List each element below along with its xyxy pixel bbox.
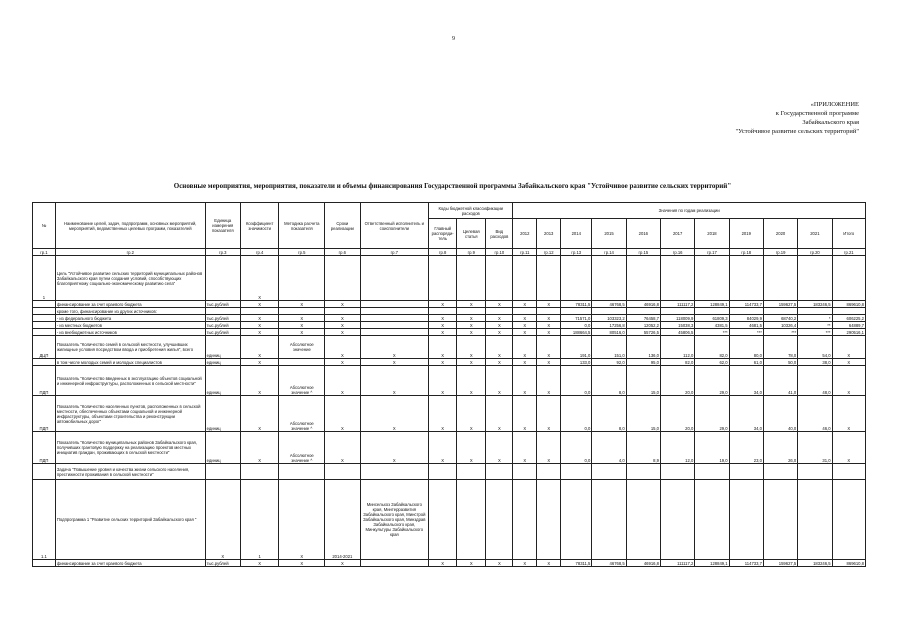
table-row (33, 432, 866, 464)
cell-value: 82,0 (660, 359, 694, 366)
header-year: 2015 (592, 219, 626, 249)
row-name: кроме того, финансирование из других источников: (55, 308, 205, 315)
cell-value: ** (798, 322, 832, 329)
table-row (33, 329, 866, 336)
row-unit: X (205, 480, 240, 560)
cell-mark: X (325, 560, 360, 567)
cell-mark: X (537, 366, 561, 396)
header-method: Методика расчета показателя (279, 203, 325, 249)
group-number: гр.8 (429, 249, 457, 256)
cell-mark: X (537, 301, 561, 308)
cell-mark: X (513, 322, 537, 329)
table-row (33, 336, 866, 359)
cell-mark: X (457, 432, 486, 464)
cell-value: 4,0 (592, 432, 626, 464)
cell-value: 183246,5 (798, 560, 832, 567)
cell-value: 46916,8 (626, 301, 660, 308)
cell-value: *** (729, 329, 763, 336)
row-name: Цель "Устойчивое развитие сельских территорий муниципальных районов Забайкальского края путем создания условий, способствующих благоприятному социально-экономическому развитию села" (55, 256, 205, 301)
cell-value: 26,0 (763, 432, 797, 464)
row-name: - из федерального бюджета (55, 315, 205, 322)
cell-value: 159627,5 (763, 560, 797, 567)
row-method: Абсолютное значение ^ (279, 366, 325, 396)
header-year: 2018 (695, 219, 729, 249)
cell-mark: X (325, 315, 360, 322)
group-number: гр.12 (537, 249, 561, 256)
cell-mark: X (537, 396, 561, 432)
cell-value: 41,0 (763, 366, 797, 396)
cell-value: 111117,2 (660, 560, 694, 567)
appendix-line: к Государственной программе (775, 110, 859, 117)
cell-mark: X (429, 322, 457, 329)
group-number: гр.4 (240, 249, 278, 256)
cell-value: 8,9 (626, 432, 660, 464)
row-coef: X (240, 396, 278, 432)
cell-mark: X (240, 560, 278, 567)
cell-mark: X (486, 301, 513, 308)
row-unit: тыс.рублей (205, 329, 240, 336)
cell-mark: X (429, 359, 457, 366)
header-name: Наименование целей, задач, подпрограмм, основных мероприятий, мероприятий, ведомственных целевых программ, показателей (55, 203, 205, 249)
row-method: Абсолютное значение ^ (279, 396, 325, 432)
header-year: 2020 (763, 219, 797, 249)
row-term: 2014-2021 (325, 480, 360, 560)
cell-mark: X (360, 336, 429, 359)
group-number-row (33, 249, 866, 256)
row-unit: единиц (205, 336, 240, 359)
header-year: 2012 (513, 219, 537, 249)
group-number: гр.14 (592, 249, 626, 256)
cell-mark: X (457, 366, 486, 396)
cell-mark: X (279, 315, 325, 322)
cell-mark: X (513, 396, 537, 432)
cell-value: 64889,7 (832, 322, 865, 329)
row-coef: X (240, 432, 278, 464)
cell-value: 46,0 (798, 396, 832, 432)
row-num: ПДП (33, 366, 56, 396)
header-year: 2016 (626, 219, 660, 249)
cell-value: 0,0 (561, 366, 592, 396)
table-row (33, 301, 866, 308)
cell-value: 133,0 (561, 359, 592, 366)
header-year: 2014 (561, 219, 592, 249)
row-name: Показатель "Количество населенных пунктов, расположенных в сельской местности, обеспеченных объектами социальной и инженерной инфраструктуры, объектами строительства и реконструкции автомобильных дорог" (55, 396, 205, 432)
cell-mark: X (457, 322, 486, 329)
header-exp-type: Вид расходов (486, 219, 513, 249)
cell-value: 61,0 (729, 359, 763, 366)
cell-value: 46768,5 (592, 301, 626, 308)
row-name: Подпрограмма 1 "Развитие сельских территорий Забайкальского края " (55, 480, 205, 560)
cell-value: 8,0 (592, 396, 626, 432)
cell-mark: X (429, 315, 457, 322)
cell-mark: X (486, 359, 513, 366)
page-number: 9 (452, 36, 455, 42)
cell-mark: X (457, 560, 486, 567)
cell-value: 128849,1 (695, 560, 729, 567)
appendix-line: «ПРИЛОЖЕНИЕ (810, 101, 859, 108)
row-num: ДЦП (33, 336, 56, 359)
header-num: № (33, 203, 56, 249)
table-row (33, 322, 866, 329)
cell-value: 50,0 (763, 359, 797, 366)
cell-value: 136,0 (626, 336, 660, 359)
cell-value: 112,0 (660, 336, 694, 359)
cell-mark: X (513, 432, 537, 464)
cell-value: 128849,1 (695, 301, 729, 308)
row-num: 1.1 (33, 480, 56, 560)
group-number: гр.13 (561, 249, 592, 256)
cell-value: 82,0 (695, 336, 729, 359)
row-method: Абсолютное значение (279, 336, 325, 359)
cell-value: 34,0 (729, 366, 763, 396)
group-number: гр.7 (360, 249, 429, 256)
cell-value: X (832, 432, 865, 464)
row-coef: X (240, 256, 278, 301)
cell-mark: X (240, 301, 278, 308)
cell-value: 183246,5 (798, 301, 832, 308)
row-coef: X (240, 366, 278, 396)
cell-mark: X (325, 396, 360, 432)
cell-value: 159627,5 (763, 301, 797, 308)
cell-value: 290516,1 (832, 329, 865, 336)
cell-mark: X (537, 329, 561, 336)
cell-mark: X (486, 396, 513, 432)
cell-value: 15038,3 (660, 322, 694, 329)
header-year: 2013 (537, 219, 561, 249)
cell-value: 80516,0 (592, 329, 626, 336)
cell-mark: X (457, 315, 486, 322)
cell-value: 4381,5 (695, 322, 729, 329)
cell-value: 46916,8 (626, 560, 660, 567)
cell-mark: X (240, 322, 278, 329)
row-name: Показатель "Количество введенных в эксплуатацию объектов социальной и инженерной инфраструктуры, расположенных в сельской местности" (55, 366, 205, 396)
header-coef: Коэффициент значимости (240, 203, 278, 249)
cell-mark: X (240, 315, 278, 322)
cell-mark: X (429, 336, 457, 359)
cell-value: 0,0 (561, 432, 592, 464)
cell-value: 114733,7 (729, 301, 763, 308)
cell-value: 103323,2 (592, 315, 626, 322)
row-unit: тыс.рублей (205, 560, 240, 567)
cell-mark: X (513, 301, 537, 308)
cell-value: 12,0 (660, 432, 694, 464)
row-name: - из местных бюджетов (55, 322, 205, 329)
row-unit: тыс.рублей (205, 322, 240, 329)
table-row (33, 256, 866, 301)
row-name: - из внебюджетных источников (55, 329, 205, 336)
header-year: 2019 (729, 219, 763, 249)
document-title: Основные мероприятия, мероприятия, показатели и объемы финансирования Государственной программы Забайкальского края "Устойчивое развитие сельских территорий" (173, 182, 732, 190)
cell-mark: X (325, 329, 360, 336)
cell-value: 8,0 (592, 366, 626, 396)
header-term: Сроки реализации (325, 203, 360, 249)
cell-mark: X (279, 301, 325, 308)
group-number: гр.5 (279, 249, 325, 256)
cell-mark: X (513, 359, 537, 366)
cell-mark: X (486, 432, 513, 464)
header-year: 2017 (660, 219, 694, 249)
row-name: Показатель "Количество муниципальных районов Забайкальского края, получивших грантовую поддержку на реализацию проектов местных инициатив граждан, проживающих в сельской местности" (55, 432, 205, 464)
cell-mark: X (457, 329, 486, 336)
cell-value: 46768,5 (592, 560, 626, 567)
row-unit: тыс.рублей (205, 301, 240, 308)
cell-mark: X (537, 315, 561, 322)
cell-value: 62,0 (695, 359, 729, 366)
row-responsible: Минсельхоз Забайкальского края, Минтерразвития Забайкальского края, Минстрой Забайкальского края, Минздрав Забайкальского края, Минкультуры Забайкальского края (360, 480, 429, 560)
group-number: гр.10 (486, 249, 513, 256)
cell-mark: X (513, 366, 537, 396)
cell-value: 68740,2 (763, 315, 797, 322)
group-number: гр.21 (832, 249, 865, 256)
cell-value: 4681,5 (729, 322, 763, 329)
header-target: Целевая статья (457, 219, 486, 249)
cell-value: 45806,5 (660, 329, 694, 336)
cell-value: *** (695, 329, 729, 336)
row-coef: X (240, 336, 278, 359)
cell-value: 869610,8 (832, 560, 865, 567)
row-unit: единиц (205, 366, 240, 396)
cell-value: 17256,8 (592, 322, 626, 329)
cell-mark: X (429, 329, 457, 336)
program-table (32, 202, 866, 567)
table-row (33, 359, 866, 366)
cell-value: 118009,9 (660, 315, 694, 322)
cell-value: 19,0 (695, 432, 729, 464)
cell-mark: X (360, 396, 429, 432)
cell-mark: X (457, 336, 486, 359)
cell-mark: X (486, 315, 513, 322)
cell-mark: X (513, 315, 537, 322)
header-responsible: Ответственный исполнитель и соисполнители (360, 203, 429, 249)
cell-mark: X (360, 366, 429, 396)
row-coef: 1 (240, 480, 278, 560)
row-unit: единиц (205, 359, 240, 366)
cell-value: 78311,5 (561, 301, 592, 308)
cell-value: 78311,5 (561, 560, 592, 567)
cell-mark: X (537, 560, 561, 567)
header-year: 2021 (798, 219, 832, 249)
cell-value: 92,0 (592, 359, 626, 366)
cell-mark: X (279, 322, 325, 329)
cell-mark: X (429, 396, 457, 432)
cell-value: 31,0 (798, 432, 832, 464)
cell-value: 29,0 (695, 396, 729, 432)
cell-mark: X (513, 329, 537, 336)
cell-mark: X (360, 359, 429, 366)
cell-value: 80,0 (729, 336, 763, 359)
group-number: гр.11 (513, 249, 537, 256)
cell-mark: X (537, 359, 561, 366)
cell-value: 111117,2 (660, 301, 694, 308)
row-unit: тыс.рублей (205, 315, 240, 322)
cell-mark: X (429, 301, 457, 308)
cell-value: 29,0 (695, 366, 729, 396)
cell-mark: X (486, 322, 513, 329)
group-number: гр.20 (798, 249, 832, 256)
cell-mark: X (537, 322, 561, 329)
group-number: гр.6 (325, 249, 360, 256)
cell-value: 0,0 (561, 396, 592, 432)
cell-mark: X (457, 396, 486, 432)
cell-mark: X (486, 329, 513, 336)
cell-value: 84029,9 (729, 315, 763, 322)
cell-value: 40,0 (763, 396, 797, 432)
cell-value: 0,0 (561, 322, 592, 329)
row-name: в том числе молодых семей и молодых специалистов (55, 359, 205, 366)
cell-mark: X (486, 560, 513, 567)
cell-value: X (832, 396, 865, 432)
appendix-line: Забайкальского края (802, 119, 859, 126)
cell-value: X (832, 366, 865, 396)
header-main-dept: Главный распоряди-тель (429, 219, 457, 249)
group-number: гр.15 (626, 249, 660, 256)
cell-value: *** (763, 329, 797, 336)
cell-value: 151,0 (592, 336, 626, 359)
header-total: Итого (832, 219, 865, 249)
cell-value: *** (798, 329, 832, 336)
cell-mark: X (325, 432, 360, 464)
cell-value: 23,0 (729, 432, 763, 464)
cell-value: 15,0 (626, 366, 660, 396)
table-row (33, 464, 866, 480)
group-number: гр.19 (763, 249, 797, 256)
cell-mark: X (429, 560, 457, 567)
row-unit: единиц (205, 432, 240, 464)
row-name: Задача "Повышение уровня и качества жизни сельского населения, престижности проживания в сельской местности" (55, 464, 205, 480)
cell-value: 12052,2 (626, 322, 660, 329)
appendix-header (599, 100, 859, 136)
row-name: финансирование за счет краевого бюджета (55, 301, 205, 308)
cell-value: 188664,5 (561, 329, 592, 336)
cell-mark: X (457, 359, 486, 366)
header-codes: Коды бюджетной классификации расходов (429, 203, 513, 219)
group-number: гр.9 (457, 249, 486, 256)
cell-mark: X (325, 301, 360, 308)
cell-mark: X (325, 336, 360, 359)
cell-value: 191,0 (561, 336, 592, 359)
header-values: Значения по годам реализации (513, 203, 866, 219)
appendix-line: "Устойчивое развитие сельских территорий" (735, 128, 859, 135)
cell-mark: X (537, 336, 561, 359)
table-row (33, 480, 866, 560)
cell-mark: X (513, 560, 537, 567)
cell-mark: X (325, 366, 360, 396)
cell-mark: X (537, 432, 561, 464)
group-number: гр.18 (729, 249, 763, 256)
cell-mark: X (457, 301, 486, 308)
cell-mark: X (486, 336, 513, 359)
row-coef: X (240, 359, 278, 366)
cell-mark: X (240, 329, 278, 336)
table-row (33, 366, 866, 396)
row-name: финансирование за счет краевого бюджета (55, 560, 205, 567)
table-row (33, 308, 866, 315)
table-row (33, 560, 866, 567)
table-row (33, 396, 866, 432)
row-method: Абсолютное значение ^ (279, 432, 325, 464)
row-num: ПДП (33, 432, 56, 464)
cell-mark: X (429, 366, 457, 396)
group-number: гр.1 (33, 249, 56, 256)
cell-value: 20,0 (660, 366, 694, 396)
cell-mark: X (429, 432, 457, 464)
cell-value: * (798, 315, 832, 322)
cell-value: 869610,8 (832, 301, 865, 308)
cell-value: 55726,5 (626, 329, 660, 336)
group-number: гр.2 (55, 249, 205, 256)
cell-value: 95,0 (626, 359, 660, 366)
cell-value: 34,0 (729, 396, 763, 432)
row-name: Показатель "Количество семей в сельской местности, улучшивших жилищные условия посредством ввода и приобретения жилья", всего (55, 336, 205, 359)
cell-value: 78,0 (763, 336, 797, 359)
cell-mark: X (513, 336, 537, 359)
header-unit: Единица измерения показателя (205, 203, 240, 249)
cell-value: 606225,2 (832, 315, 865, 322)
cell-value: 71571,0 (561, 315, 592, 322)
group-number: гр.16 (660, 249, 694, 256)
row-unit: единиц (205, 396, 240, 432)
row-num: 1 (33, 256, 56, 301)
cell-mark: X (486, 366, 513, 396)
cell-mark: X (279, 560, 325, 567)
cell-value: 61809,3 (695, 315, 729, 322)
cell-value: 20,0 (660, 396, 694, 432)
cell-mark: X (279, 329, 325, 336)
cell-value: 76458,7 (626, 315, 660, 322)
cell-value: 114733,7 (729, 560, 763, 567)
cell-value: 10326,4 (763, 322, 797, 329)
row-num: ПДП (33, 396, 56, 432)
cell-value: 15,0 (626, 396, 660, 432)
table-row (33, 315, 866, 322)
cell-mark: X (360, 432, 429, 464)
cell-value: 54,0 (798, 336, 832, 359)
group-number: гр.17 (695, 249, 729, 256)
cell-value: X (832, 359, 865, 366)
cell-value: 48,0 (798, 366, 832, 396)
cell-mark: X (325, 322, 360, 329)
cell-mark: X (325, 359, 360, 366)
group-number: гр.3 (205, 249, 240, 256)
row-method: X (279, 480, 325, 560)
cell-value: 38,0 (798, 359, 832, 366)
cell-value: X (832, 336, 865, 359)
